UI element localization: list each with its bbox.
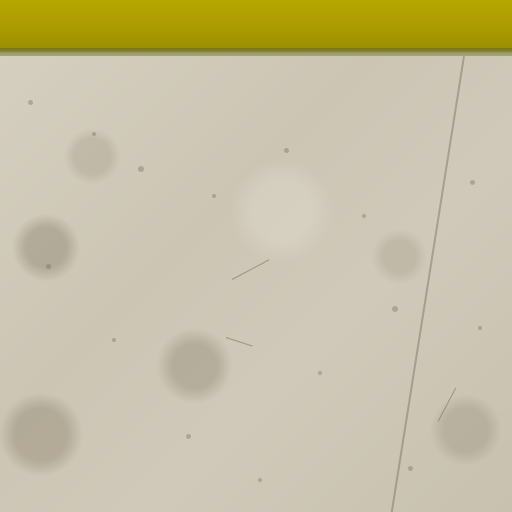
surface-speckle: [362, 214, 366, 218]
surface-speckle: [112, 338, 116, 342]
surface-speckle: [46, 264, 51, 269]
surface-speckle: [478, 326, 482, 330]
yellow-curb-band: [0, 0, 512, 52]
surface-speckle: [212, 194, 216, 198]
surface-speckle: [258, 478, 262, 482]
surface-speckle: [186, 434, 191, 439]
surface-speckle: [408, 466, 413, 471]
expansion-joint: [389, 56, 464, 512]
surface-speckle: [284, 148, 289, 153]
surface-speckle: [392, 306, 398, 312]
surface-speckle: [470, 180, 475, 185]
surface-speckle: [92, 132, 96, 136]
surface-speckle: [318, 371, 322, 375]
concrete-surface: [0, 56, 512, 512]
surface-crack: [438, 388, 457, 422]
surface-speckle: [28, 100, 33, 105]
surface-speckle: [138, 166, 144, 172]
surface-crack: [232, 259, 270, 280]
surface-crack: [226, 337, 253, 347]
